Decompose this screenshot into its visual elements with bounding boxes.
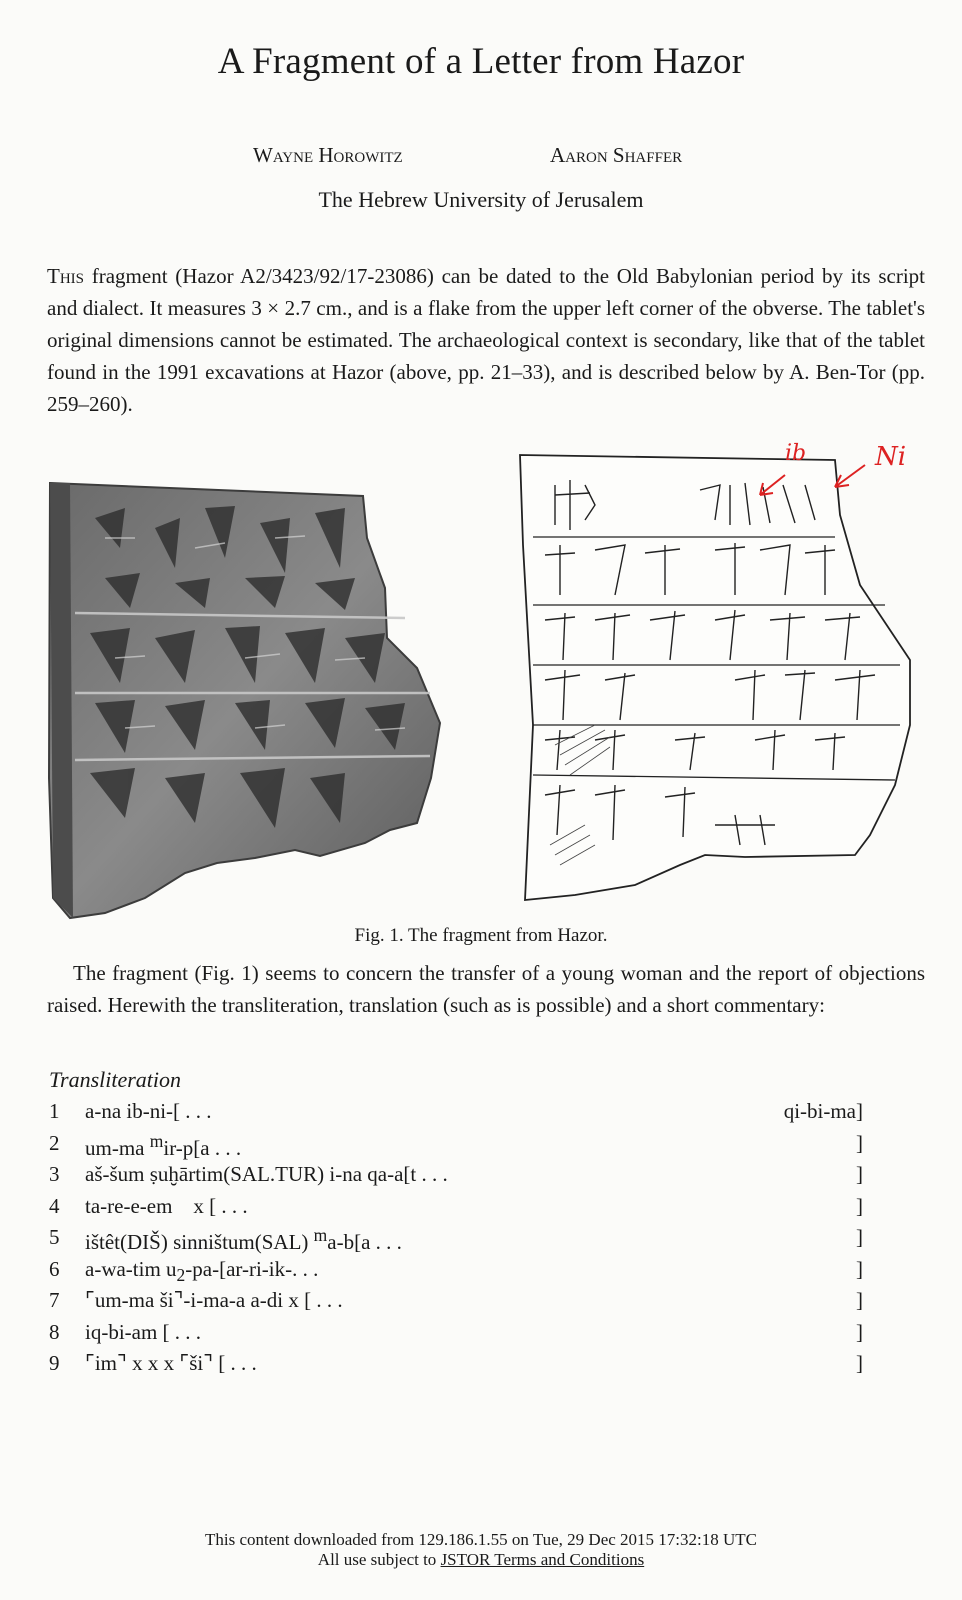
line-number: 4 [49, 1193, 60, 1218]
line-number: 1 [49, 1099, 60, 1123]
line-text: a-wa-tim $u_2-pa-[ar-ri-ik-$. . . [85, 1256, 319, 1285]
line-text: iq-bi-am [ . . . [85, 1319, 202, 1344]
line-right: ] [856, 1288, 863, 1312]
line-text: um-ma $^m$ir-p[a . . . [85, 1130, 242, 1160]
transliteration-line [49, 1099, 863, 1131]
author-horowitz: Wayne Horowitz [253, 143, 403, 167]
intro-paragraph [47, 260, 925, 420]
transliteration-line [49, 1288, 863, 1320]
line-right: ] [856, 1193, 863, 1218]
line-text: ⌜im⌝ x x x ⌜ši⌝ [ . . . [85, 1351, 257, 1375]
line-number: 5 [49, 1225, 60, 1249]
line-right: ] [856, 1319, 863, 1344]
terms-line: All use subject to JSTOR Terms and Conditions [317, 1550, 645, 1569]
jstor-footer [0, 1530, 962, 1570]
line-right: ] [856, 1225, 863, 1249]
tablet-photograph [45, 478, 455, 922]
line-right: ] [856, 1256, 863, 1281]
transliteration-heading: Transliteration [49, 1067, 182, 1092]
line-text: ⌜um-ma ši⌝-i-ma-a a-di x [ . . . [85, 1288, 343, 1312]
jstor-terms-link[interactable]: JSTOR Terms and Conditions [440, 1550, 645, 1569]
line-number: 6 [49, 1256, 60, 1281]
line-text: aš-šum ṣuḫārtim(SAL.TUR) i-na qa-a[t . . . [85, 1162, 448, 1186]
transliteration-line [49, 1351, 863, 1383]
line-number: 8 [49, 1319, 60, 1344]
line-number: 9 [49, 1351, 60, 1375]
body-paragraph: The fragment (Fig. 1) seems to concern the transfer of a young woman and the report of objections raised. Herewith the transliteration, translation (such as is possible) and a short commentary: [47, 961, 925, 1017]
line-number: 2 [49, 1130, 60, 1155]
line-text: ta-re-e-em x [ . . . [85, 1193, 248, 1218]
annotation-ib: ib [785, 441, 807, 466]
figure-caption: Fig. 1. The fragment from Hazor. [354, 925, 608, 946]
author-shaffer: Aaron Shaffer [550, 143, 683, 167]
line-right: ] [856, 1162, 863, 1186]
download-notice: This content downloaded from 129.186.1.55 on Tue, 29 Dec 2015 17:32:18 UTC [205, 1530, 757, 1549]
transliteration-block [49, 1099, 863, 1383]
line-right: qi-bi-ma] [783, 1099, 863, 1123]
transliteration-line [49, 1194, 863, 1226]
line-number: 7 [49, 1288, 60, 1312]
transliteration-line [49, 1131, 863, 1163]
line-number: 3 [49, 1162, 60, 1186]
line-right: ] [856, 1351, 863, 1375]
annotation-ni: Ni [875, 442, 907, 472]
transliteration-line [49, 1257, 863, 1289]
transliteration-line [49, 1162, 863, 1194]
transliteration-line [49, 1225, 863, 1257]
line-right: ] [856, 1130, 863, 1155]
intro-lead-word: This [47, 264, 84, 288]
intro-body: fragment (Hazor A2/3423/92/17-23086) can be dated to the Old Babylonian period by its script and dialect. It measures 3 × 2.7 cm., and is a flake from the upper left corner of the obverse. The tablet's original dimensions cannot be estimated. The archaeological context is secondary, like that of the tablet found in the 1991 excavations at Hazor (above, pp. 21–33), and is described below by A. Ben-Tor (pp. 259–260). [47, 264, 925, 416]
transliteration-line [49, 1320, 863, 1352]
affiliation: The Hebrew University of Jerusalem [318, 187, 644, 212]
tablet-hand-copy [515, 425, 945, 925]
paper-title: A Fragment of a Letter from Hazor [217, 41, 745, 82]
author-line [0, 143, 962, 169]
line-text: ištêt(DIŠ) sinništum(SAL) $^m$a-b[a . . . [85, 1225, 402, 1254]
line-text: a-na ib-ni-[ . . . [85, 1099, 212, 1123]
